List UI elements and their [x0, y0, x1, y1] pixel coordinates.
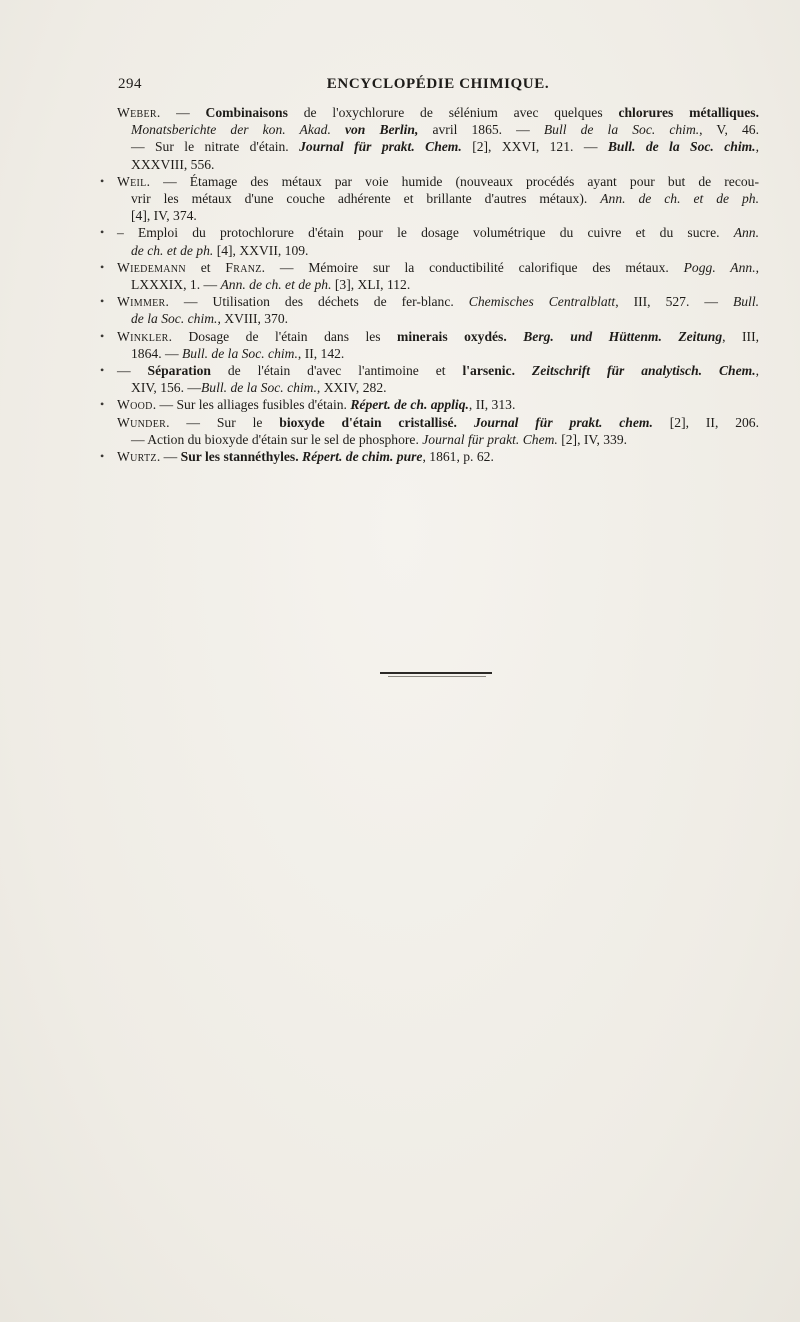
page-header: [118, 76, 758, 96]
running-title: ENCYCLOPÉDIE CHIMIQUE.: [326, 76, 550, 92]
entry-line: [117, 328, 759, 345]
text-segment: , III,: [722, 328, 760, 344]
entry-line: [117, 293, 759, 310]
bibliography-entry: [117, 104, 759, 173]
author-name: Wiedemann: [117, 259, 186, 275]
text-segment: [2], IV, 339.: [557, 431, 628, 447]
entry-line: [117, 242, 759, 259]
margin-mark: •: [100, 294, 105, 309]
text-segment: XXXVIII, 556.: [131, 156, 215, 172]
text-segment: Journal für prakt. Chem.: [299, 139, 462, 155]
text-segment: 1864. —: [131, 345, 182, 361]
margin-mark: •: [100, 449, 105, 464]
entry-line: [117, 173, 759, 190]
text-segment: — Action du bioxyde d'étain sur le sel de phosphore.: [131, 431, 423, 447]
text-segment: [4], IV, 374.: [131, 208, 197, 224]
entry-line: [117, 396, 759, 413]
text-segment: [457, 415, 474, 430]
entry-line: [117, 345, 759, 362]
text-segment: Bull. de la Soc. chim.: [201, 380, 317, 396]
text-segment: Bull.: [732, 294, 760, 310]
entry-line: [117, 448, 759, 465]
text-segment: ,: [755, 259, 760, 275]
text-segment: Sur les stannéthyles.: [180, 449, 299, 465]
text-segment: Monatsberichte der kon. Akad.: [131, 122, 345, 138]
text-segment: Combinaisons: [205, 105, 288, 120]
text-segment: de ch. et de ph.: [131, 242, 214, 258]
text-segment: – Emploi du protochlorure d'étain pour le dosage volumétrique du cuivre et du sucre.: [117, 225, 734, 241]
text-segment: Bull de la Soc. chim.: [543, 122, 700, 138]
text-segment: . — Étamage des métaux par voie humide (nouveaux procédés ayant pour but de recou-: [146, 173, 759, 189]
text-segment: , II, 142.: [297, 345, 345, 361]
margin-mark: •: [100, 259, 105, 274]
text-segment: . — Sur les alliages fusibles d'étain.: [152, 397, 351, 413]
margin-mark: •: [100, 363, 105, 378]
author-name: Wimmer: [117, 294, 166, 310]
text-segment: de la Soc. chim.: [131, 311, 218, 327]
bibliography-entry: [100, 328, 760, 362]
text-segment: , V, 46.: [699, 122, 759, 138]
entry-line: [117, 138, 759, 155]
text-segment: de l'étain d'avec l'antimoine et: [210, 363, 463, 379]
text-segment: l'arsenic.: [462, 363, 515, 379]
entry-line: [117, 431, 759, 448]
bibliography-entry: [100, 224, 759, 258]
author-name: Wood: [117, 397, 153, 413]
author-name: Franz: [225, 259, 262, 275]
bibliography-list: [100, 104, 760, 465]
text-segment: Ann.: [733, 225, 759, 241]
entry-line: [117, 276, 759, 293]
text-segment: et: [185, 259, 226, 275]
text-segment: Zeitschrift für analytisch. Chem.: [531, 363, 756, 379]
text-segment: [2], II, 206.: [652, 414, 760, 430]
entry-line: [117, 121, 759, 138]
text-segment: [2], XXVI, 121. —: [461, 139, 608, 155]
text-segment: . — Utilisation des déchets de fer-blanc.: [165, 294, 469, 310]
author-name: Wurtz: [117, 449, 157, 465]
entry-line: [117, 362, 759, 379]
text-segment: Journal für prakt. chem.: [473, 414, 653, 430]
text-segment: [3], XLI, 112.: [331, 277, 411, 293]
text-segment: Bull. de la Soc. chim.: [181, 345, 298, 361]
text-segment: Ann. de ch. et de ph.: [600, 191, 759, 207]
text-segment: . —: [156, 449, 181, 465]
text-segment: de l'oxychlorure de sélénium avec quelques: [287, 105, 619, 120]
text-segment: avril 1865. —: [418, 122, 544, 138]
entry-line: [117, 259, 759, 276]
entry-line: [117, 310, 759, 327]
text-segment: Répert. de chim. pure: [302, 449, 423, 465]
bibliography-entry: [100, 259, 760, 293]
text-segment: Journal für prakt. Chem.: [422, 431, 558, 447]
text-segment: —: [117, 363, 148, 379]
text-segment: , XVIII, 370.: [217, 311, 289, 327]
text-segment: ,: [755, 139, 759, 155]
entry-line: [117, 224, 759, 241]
text-segment: , II, 313.: [468, 397, 516, 413]
text-segment: [507, 329, 523, 344]
entry-line: [117, 190, 759, 207]
text-segment: . —: [156, 105, 206, 120]
author-name: Weil: [117, 173, 147, 189]
margin-mark: •: [100, 173, 105, 188]
text-segment: [4], XXVII, 109.: [213, 242, 309, 258]
text-segment: Répert. de ch. appliq.: [350, 397, 469, 413]
author-name: Weber: [117, 105, 157, 120]
entry-line: [117, 379, 759, 396]
text-segment: chlorures métalliques.: [618, 105, 759, 120]
text-segment: LXXXIX, 1. —: [131, 277, 221, 293]
text-segment: . Dosage de l'étain dans les: [168, 328, 398, 344]
text-segment: , 1861, p. 62.: [422, 449, 494, 465]
bibliography-entry: [100, 396, 759, 413]
bibliography-entry: [100, 173, 759, 225]
text-segment: Ann. de ch. et de ph.: [220, 277, 332, 293]
margin-mark: •: [100, 328, 105, 343]
author-name: Winkler: [117, 328, 169, 344]
text-segment: Pogg. Ann.: [683, 259, 756, 275]
text-segment: — Sur le nitrate d'étain.: [131, 139, 300, 155]
text-segment: XIV, 156. —: [131, 380, 201, 396]
bibliography-entry: [100, 293, 760, 327]
entry-line: [117, 104, 759, 121]
text-segment: minerais oxydés.: [397, 328, 507, 344]
bibliography-entry: [100, 448, 759, 465]
text-segment: von Berlin,: [344, 122, 419, 138]
text-segment: ,: [755, 363, 759, 379]
text-segment: Bull. de la Soc. chim.: [607, 139, 756, 155]
entry-line: [117, 156, 759, 173]
text-segment: bioxyde d'étain cristallisé.: [279, 414, 457, 430]
text-segment: , XXIV, 282.: [316, 380, 387, 396]
text-segment: [515, 363, 532, 378]
text-segment: . — Mémoire sur la conductibilité calorifique des métaux.: [261, 259, 684, 275]
text-segment: Berg. und Hüttenm. Zeitung: [523, 328, 723, 344]
text-segment: . — Sur le: [166, 414, 280, 430]
entry-line: [117, 414, 759, 431]
margin-mark: •: [100, 225, 105, 240]
margin-mark: •: [100, 397, 105, 412]
section-end-rule: [380, 672, 492, 674]
text-segment: , III, 527. —: [615, 294, 733, 310]
bibliography-entry: [117, 414, 759, 448]
text-segment: Chemisches Centralblatt: [468, 294, 616, 310]
text-segment: Séparation: [147, 363, 211, 379]
entry-line: [117, 207, 759, 224]
bibliography-entry: [100, 362, 759, 396]
page-number: 294: [118, 76, 142, 92]
text-segment: vrir les métaux d'une couche adhérente et brillante d'autres métaux).: [131, 191, 601, 207]
author-name: Wunder: [117, 414, 167, 430]
